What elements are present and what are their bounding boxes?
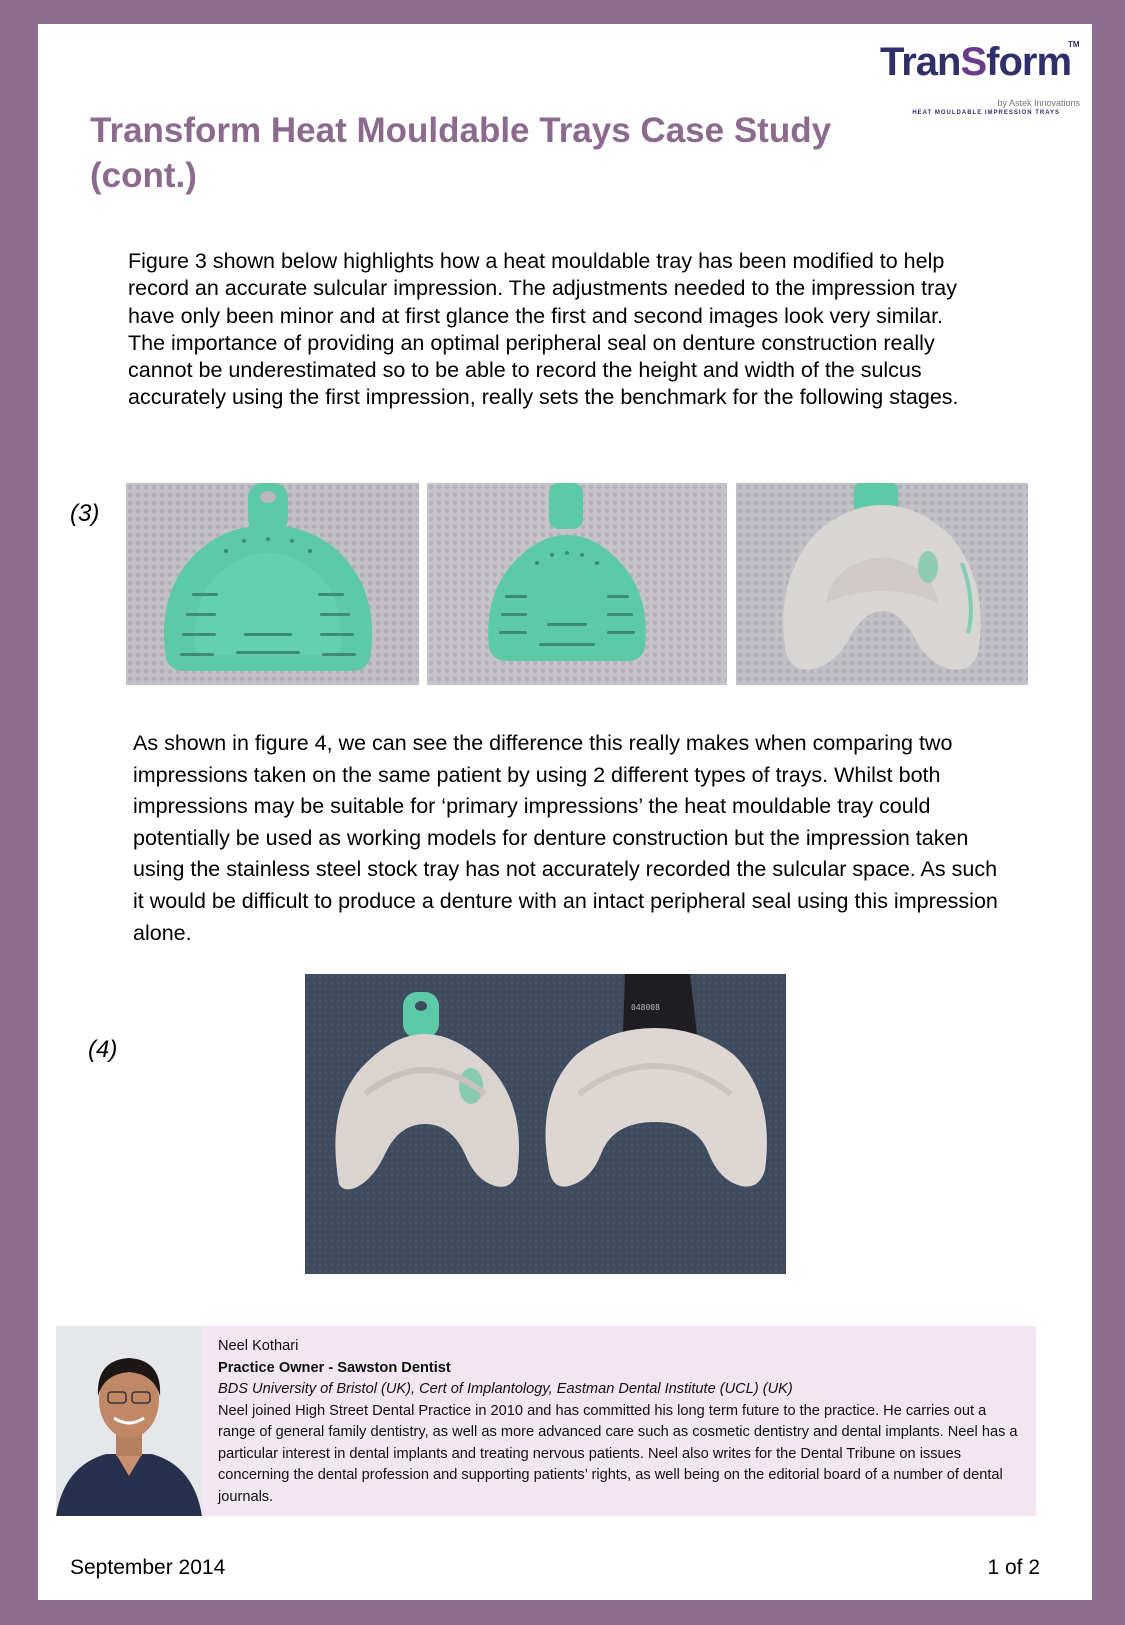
svg-text:048008: 048008: [631, 1003, 660, 1012]
tray-photo-2: [427, 483, 727, 685]
author-description: Neel joined High Street Dental Practice in 2010 and has committed his long term future to the practice. He carries out a range of general family dentistry, as well as more advanced care such as cosmetic dentistry and dental implants. Neel has a particular interest in dental implants and treating nervous patients. Neel also writes for the Dental Tribune on issues concerning the dental profession and supporting patients’ rights, as well being on the editorial board of a number of dental journals.: [218, 1402, 1018, 1505]
tray-photo-1: [126, 483, 419, 685]
footer-page-number: 1 of 2: [987, 1556, 1040, 1579]
logo-trademark: TM: [1068, 40, 1080, 49]
logo-wordmark: TranSform: [880, 40, 1072, 84]
author-bio-box: [56, 1326, 1036, 1516]
page-title: Transform Heat Mouldable Trays Case Study (cont.): [90, 111, 832, 195]
figure-4-label: (4): [88, 1036, 118, 1063]
impression-photo-3: [736, 483, 1028, 685]
logo-byline: by Astek Innovations: [997, 98, 1080, 108]
footer-date: September 2014: [70, 1556, 226, 1579]
intro-paragraph: Figure 3 shown below highlights how a heat mouldable tray has been modified to help record an accurate sulcular impression. The adjustments needed to the impression tray have only been minor and at first glance the first and second images look very similar. The importance of providing an optimal peripheral seal on denture construction really cannot be underestimated so to be able to record the height and width of the sulcus accurately using the first impression, really sets the benchmark for the following stages.: [128, 249, 959, 410]
author-name: Neel Kothari: [218, 1338, 299, 1354]
impressions-comparison-photo: [305, 974, 786, 1274]
author-photo: [56, 1326, 202, 1516]
author-qualifications: BDS University of Bristol (UK), Cert of Implantology, Eastman Dental Institute (UCL) (UK): [218, 1381, 793, 1397]
comparison-paragraph: As shown in figure 4, we can see the difference this really makes when comparing two impressions taken on the same patient by using 2 different types of trays. Whilst both impressions may be suitable for ‘primary impressions’ the heat mouldable tray could potentially be used as working models for denture construction but the impression taken using the stainless steel stock tray has not accurately recorded the sulcular space. As such it would be difficult to produce a denture with an intact peripheral seal using this impression alone.: [133, 731, 998, 945]
logo-tagline: HEAT MOULDABLE IMPRESSION TRAYS: [912, 110, 1060, 116]
document-page: [38, 24, 1092, 1600]
figure-3-label: (3): [70, 500, 100, 527]
author-role: Practice Owner - Sawston Dentist: [218, 1359, 451, 1376]
author-bio-text: [218, 1336, 1026, 1508]
transform-logo: [880, 40, 1080, 116]
